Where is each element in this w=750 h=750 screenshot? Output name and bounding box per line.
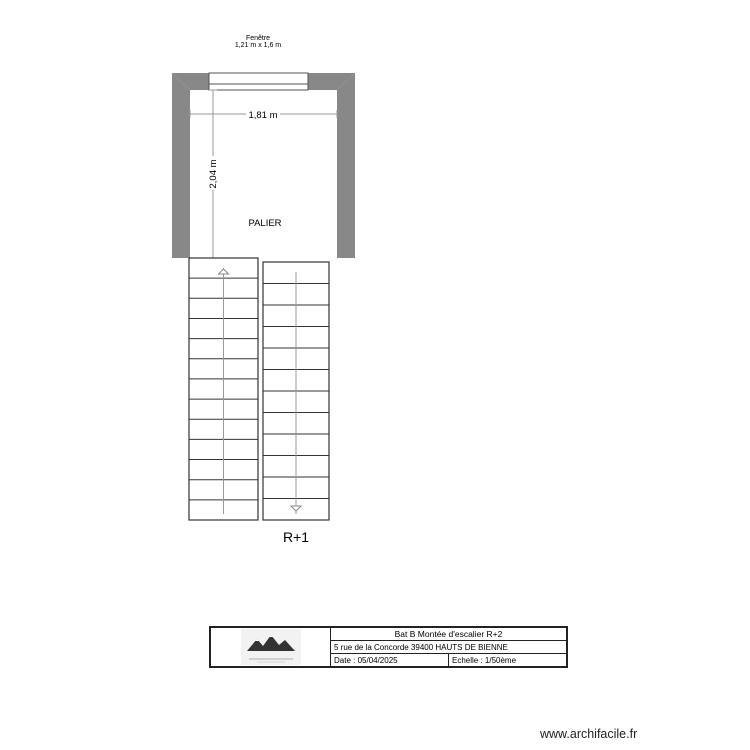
company-logo: [241, 629, 301, 665]
watermark: www.archifacile.fr: [540, 727, 638, 741]
window-label-dims: 1,21 m x 1,6 m: [234, 42, 282, 49]
landing-walls: [172, 73, 355, 258]
logo-cell: [211, 628, 331, 666]
stair-flight-up: [189, 258, 258, 520]
title-block-info: [331, 628, 566, 666]
depth-dimension-label: 2,04 m: [208, 159, 219, 189]
plan-date: Date : 05/04/2025: [334, 655, 398, 665]
wall-left: [172, 73, 190, 258]
room-label: PALIER: [248, 218, 282, 229]
level-label: R+1: [282, 529, 310, 545]
stair-flight-down: [263, 262, 329, 520]
date-scale-row: [331, 654, 566, 666]
title-block: [209, 626, 568, 668]
dimension-width: [190, 107, 337, 121]
project-address: 5 rue de la Concorde 39400 HAUTS DE BIENNE: [331, 641, 566, 654]
window-label-title: Fenêtre: [245, 35, 271, 42]
window-opening: [209, 73, 308, 90]
width-dimension-label: 1,81 m: [248, 110, 278, 121]
wall-right: [337, 73, 355, 258]
project-title: Bat B Montée d'escalier R+2: [331, 628, 566, 641]
plan-scale: Echelle : 1/50ème: [448, 654, 566, 666]
dimension-depth: [206, 90, 220, 258]
